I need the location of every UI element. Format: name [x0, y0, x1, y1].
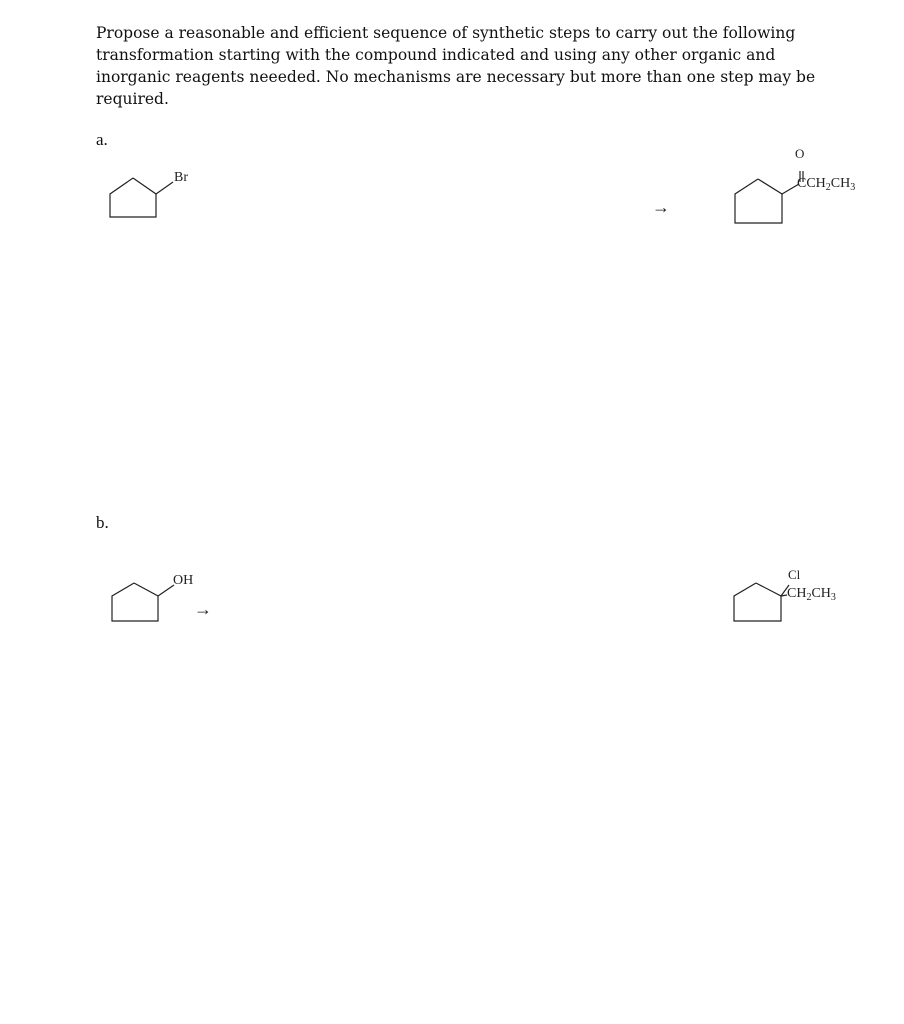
reactant-a-ring: [110, 178, 156, 217]
product-b-ethyl-label: $CH_2CH_3$: [787, 586, 836, 603]
problem-prompt: Propose a reasonable and efficient sequence of synthetic steps to carry out the following transformation starting with the compound indicated and using any other organic and inorganic reagents neeeded. No mechanisms are necessary but more than one step may be required.: [96, 24, 816, 108]
reactant-b-bond: [158, 585, 174, 596]
reaction-arrow-b: →: [194, 599, 212, 619]
reactant-a-bromine-label: Br: [174, 170, 188, 185]
product-a-ketone-structure: [725, 162, 845, 232]
product-a-ring: [735, 179, 782, 223]
product-b-chlorine-label: Cl: [788, 567, 801, 582]
part-b-label: b.: [96, 513, 109, 532]
reaction-arrow-a: →: [652, 197, 670, 217]
part-a-label: a.: [96, 130, 108, 149]
product-b-ring: [734, 583, 781, 621]
reactant-b-ring: [112, 583, 158, 621]
reactant-b-hydroxyl-label: OH: [173, 573, 194, 588]
product-a-ethyl-ketone-label: $CCH_2CH_3$: [797, 176, 856, 193]
reactant-a-cyclopentyl-structure: [100, 170, 180, 230]
reactant-b-cyclopentyl-structure: [103, 570, 183, 630]
product-a-oxygen-label: O: [795, 146, 805, 161]
reactant-a-bond: [156, 182, 173, 194]
